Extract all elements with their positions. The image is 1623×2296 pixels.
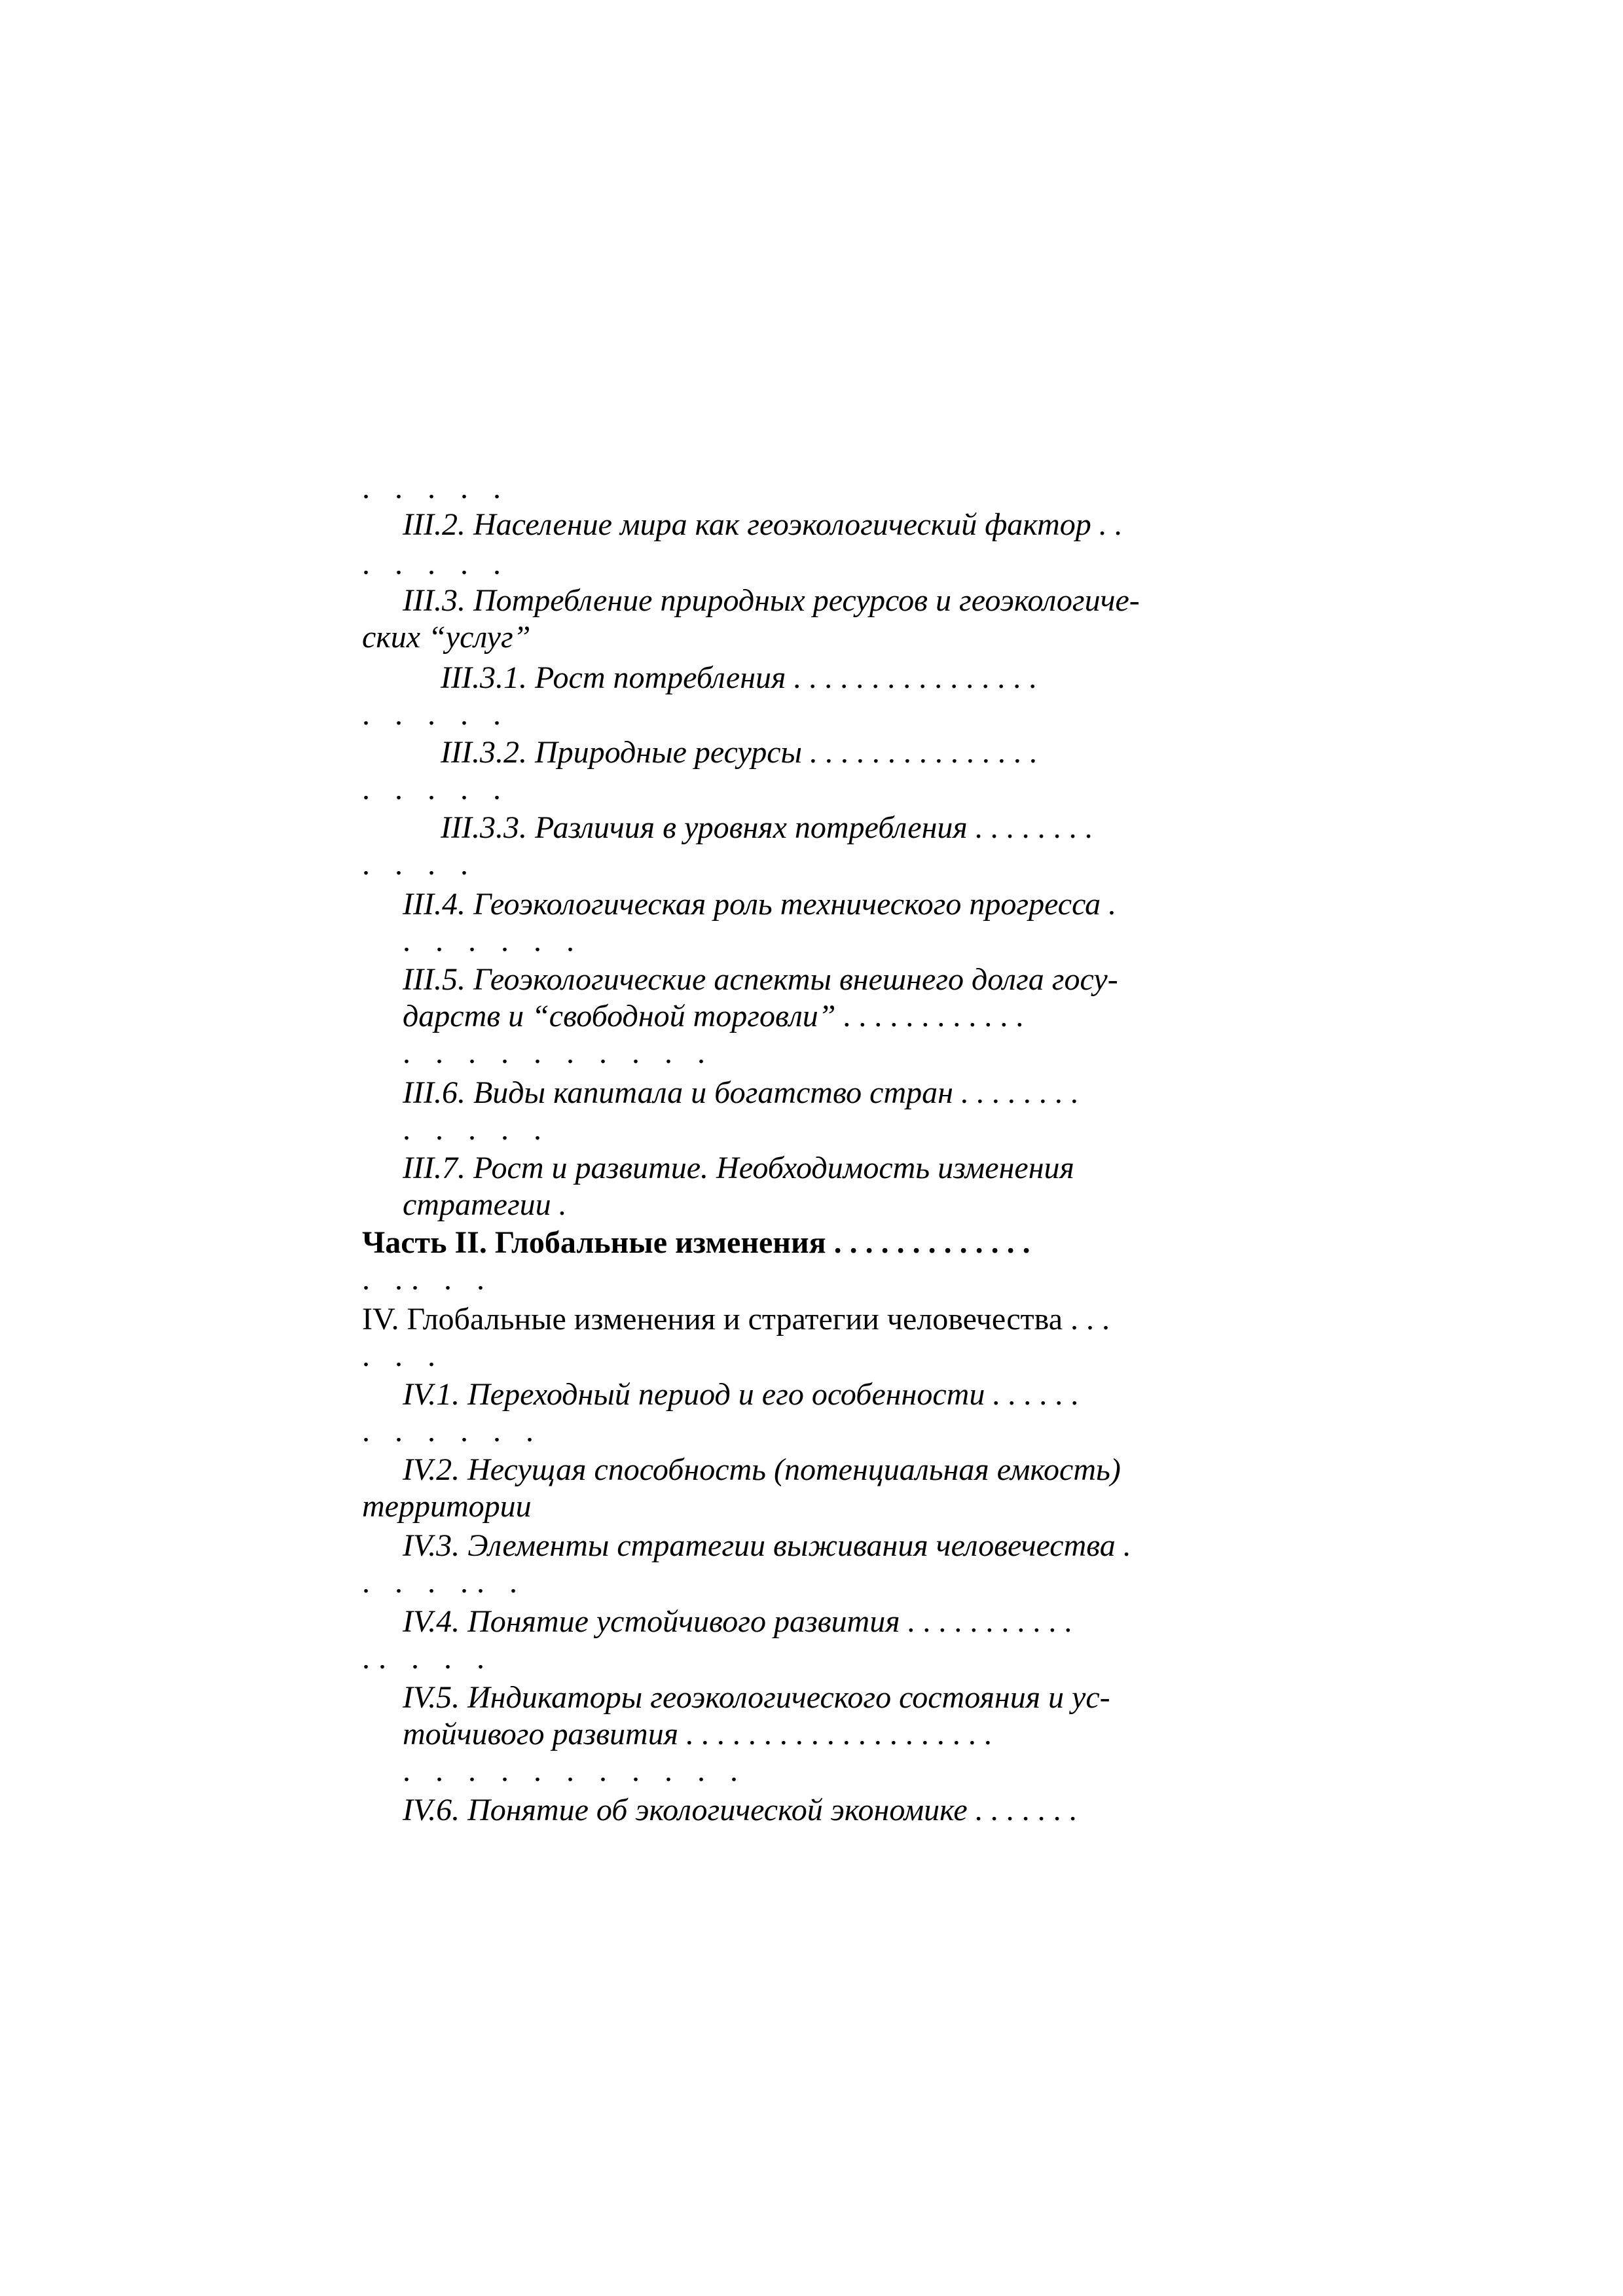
toc-entry-iv-2: IV.2. Несущая способность (потенциальная емкость) (403, 1452, 1121, 1487)
toc-chapter-iv: IV. Глобальные изменения и стратегии человечества . . . (362, 1302, 1110, 1336)
toc-entry-iv-5: IV.5. Индикаторы геоэкологического состояния и ус- (403, 1680, 1110, 1715)
toc-entry-iii-3-cont: ских “услуг” (362, 620, 531, 655)
toc-dots-line: .. . . . (362, 1641, 493, 1676)
toc-dots-line: . . . (362, 1338, 444, 1373)
toc-entry-iii-3: III.3. Потребление природных ресурсов и геоэкологиче- (403, 583, 1140, 618)
toc-entry-iii-7: III.7. Рост и развитие. Необходимость изменения (403, 1151, 1074, 1185)
toc-dots-line: . . . . . (362, 471, 509, 505)
toc-entry-iv-2-cont: территории (362, 1489, 532, 1524)
toc-entry-iii-7-cont: стратегии . (403, 1187, 567, 1222)
toc-dots-line: . . . . . . (362, 1414, 542, 1448)
toc-entry-iii-5-cont: дарств и “свободной торговли” . . . . . . . . . . . . (403, 999, 1025, 1033)
toc-part-heading: Часть II. Глобальные изменения . . . . . . . . . . . . . (362, 1225, 1030, 1260)
toc-entry-iii-3-3: III.3.3. Различия в уровнях потребления . . . . . . . . (441, 810, 1093, 845)
toc-entry-iv-1: IV.1. Переходный период и его особенности . . . . . . (403, 1377, 1080, 1412)
toc-dots-line: . . . . . (403, 1112, 550, 1147)
toc-entry-iii-4: III.4. Геоэкологическая роль технического прогресса . (403, 887, 1117, 922)
toc-entry-iv-5-cont: тойчивого развития . . . . . . . . . . . . . . . . . . . . (403, 1717, 993, 1751)
toc-dots-line: . . . . . . . . . . (403, 1035, 714, 1070)
toc-dots-line: . . . . . (362, 547, 509, 581)
toc-entry-iii-2: III.2. Население мира как геоэкологический фактор . . (403, 507, 1123, 542)
toc-dots-line: . . . . . (362, 772, 509, 806)
toc-dots-line: . . . . . . . . . . . (403, 1753, 746, 1788)
toc-dots-line: . . . .. . (362, 1565, 526, 1600)
toc-entry-iii-3-2: III.3.2. Природные ресурсы . . . . . . . . . . . . . . . (441, 735, 1038, 770)
toc-dots-line: . . . . . . (403, 924, 583, 958)
toc-entry-iv-3: IV.3. Элементы стратегии выживания человечества . (403, 1528, 1131, 1563)
toc-dots-line: . . . . (362, 847, 477, 882)
toc-entry-iv-6: IV.6. Понятие об экологической экономике . . . . . . . (403, 1793, 1078, 1827)
toc-entry-iv-4: IV.4. Понятие устойчивого развития . . . . . . . . . . . (403, 1604, 1073, 1639)
toc-entry-iii-5: III.5. Геоэкологические аспекты внешнего долга госу- (403, 962, 1118, 997)
toc-dots-line: . . . . . (362, 697, 509, 732)
toc-entry-iii-3-1: III.3.1. Рост потребления . . . . . . . . . . . . . . . . (441, 660, 1038, 695)
toc-entry-iii-6: III.6. Виды капитала и богатство стран . . . . . . . . (403, 1075, 1079, 1110)
toc-dots-line: . .. . . (362, 1262, 493, 1297)
